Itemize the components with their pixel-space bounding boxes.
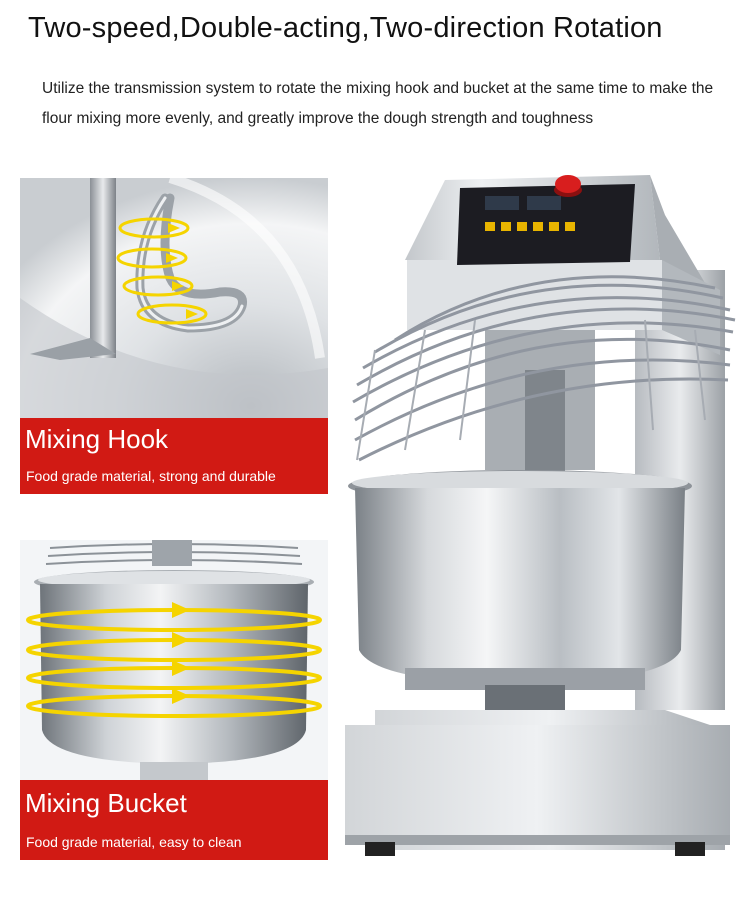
- mixing-bucket-subtitle: Food grade material, easy to clean: [26, 834, 242, 850]
- stop-button-icon: [554, 175, 582, 197]
- page-title: Two-speed,Double-acting,Two-direction Rotation: [28, 12, 663, 44]
- mixing-hook-photo: [20, 178, 328, 418]
- mixing-bucket-photo: [20, 540, 328, 780]
- mixing-bucket-title: Mixing Bucket: [25, 788, 187, 818]
- mixing-hook-subtitle: Food grade material, strong and durable: [26, 468, 276, 484]
- mixing-hook-title: Mixing Hook: [25, 424, 169, 454]
- dough-mixer-photo: [335, 170, 750, 915]
- intro-description: Utilize the transmission system to rotate the mixing hook and bucket at the same time to make the flour mixing more evenly, and greatly improve the dough strength and toughness: [42, 80, 714, 127]
- mixing-bucket-banner: [20, 780, 328, 860]
- mixing-hook-banner: [20, 418, 328, 494]
